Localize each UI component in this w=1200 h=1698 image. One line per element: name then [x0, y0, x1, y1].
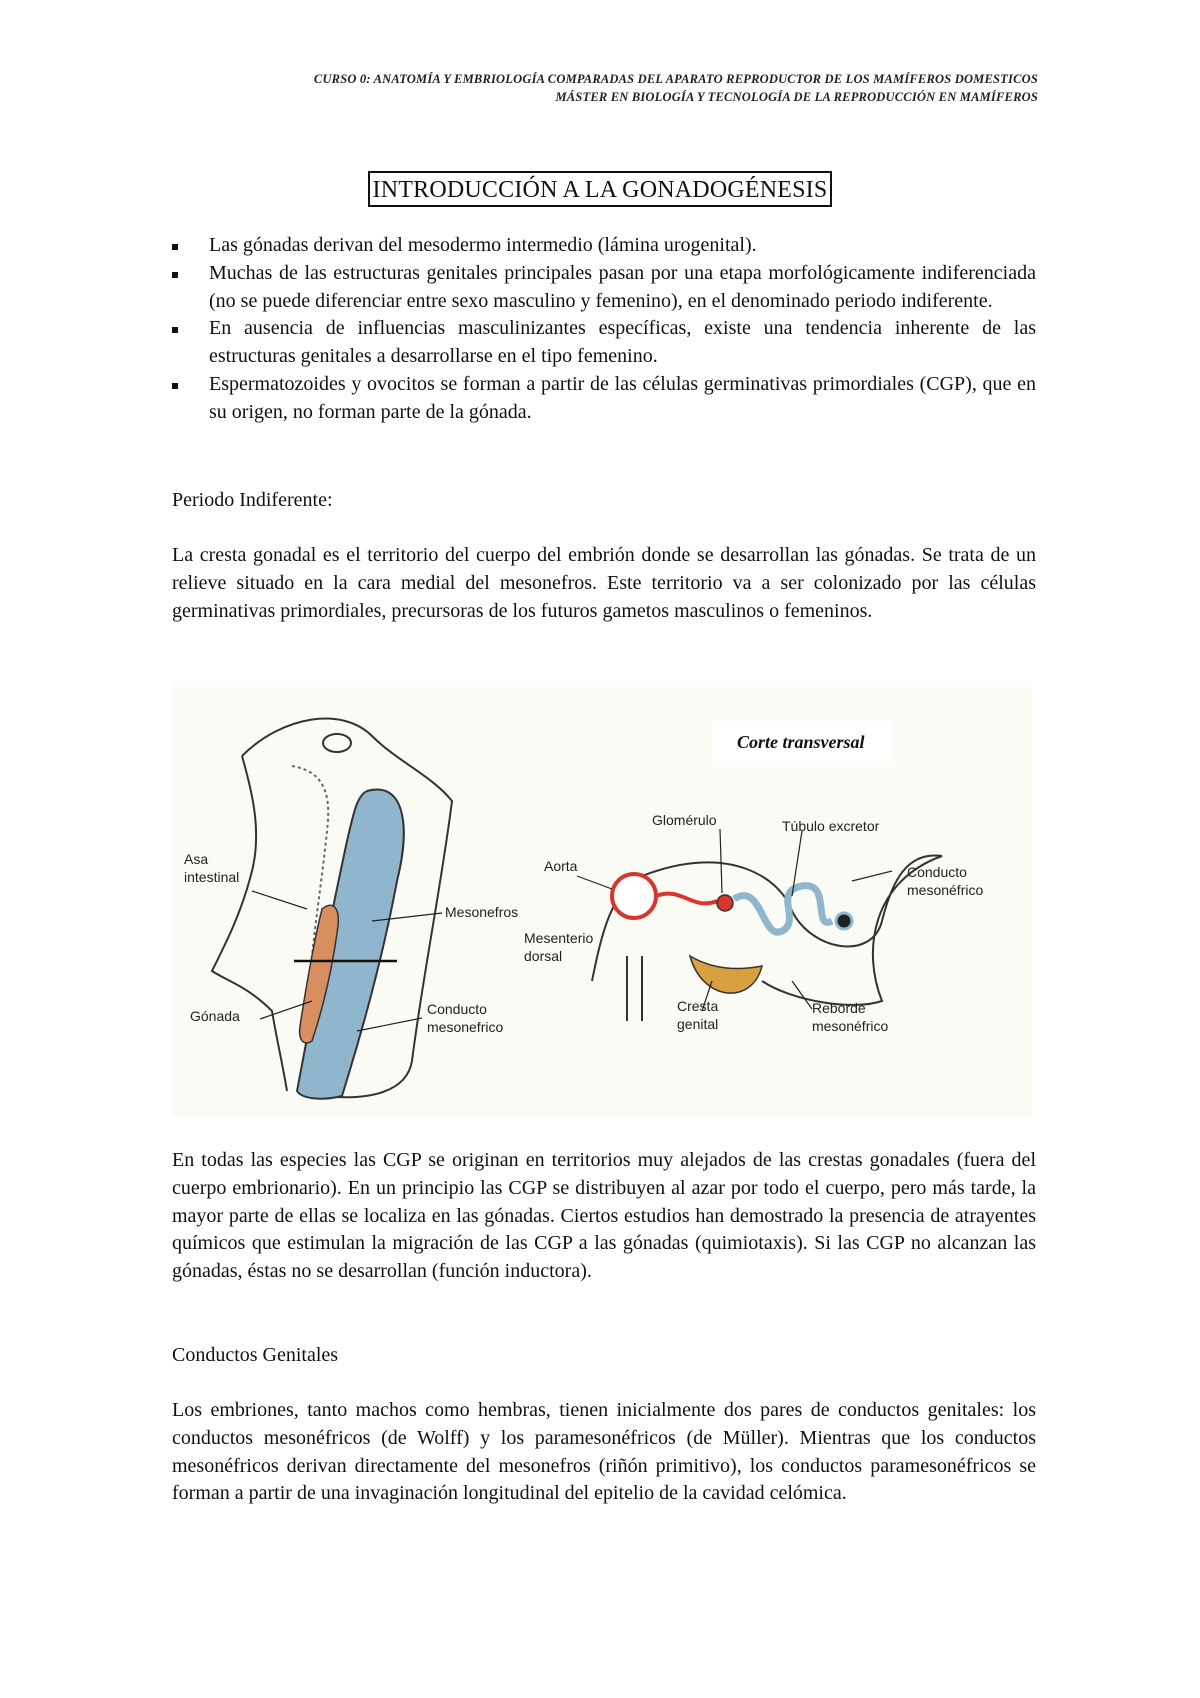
leader-conducto-right: [852, 871, 892, 881]
label-conducto-right: Conducto: [907, 864, 967, 880]
paragraph-cresta-gonadal: La cresta gonadal es el territorio del cuerpo del embrión donde se desarrollan las gónadas. Se trata de un relieve situado en la cara medial del mesonefros. Este territorio va a ser colonizado por las células germinativas primordiales, precursoras de los futuros gametos masculinos o femeninos.: [172, 544, 1036, 622]
label-mesonefrico-left: mesonefrico: [427, 1019, 504, 1035]
label-genital: genital: [677, 1016, 719, 1032]
label-gonada: Gónada: [190, 1008, 240, 1024]
label-conducto-left: Conducto: [427, 1001, 487, 1017]
header-course-line: CURSO 0: ANATOMÍA Y EMBRIOLOGÍA COMPARADAS DEL APARATO REPRODUCTOR DE LOS MAMÍFEROS DOMESTICOS: [313, 72, 1038, 86]
section-heading-conductos: Conductos Genitales: [172, 1344, 339, 1366]
leader-glomerulo: [720, 829, 722, 893]
bullet-list: [172, 232, 1036, 427]
leader-asa: [252, 891, 307, 909]
embryo-diagram-figure: [172, 681, 1032, 1117]
bullet-item: Las gónadas derivan del mesodermo intermedio (lámina urogenital).: [172, 232, 1036, 260]
bullet-item: En ausencia de influencias masculinizantes específicas, existe una tendencia inherente de las estructuras genitales a desarrollarse en el tipo femenino.: [172, 315, 1036, 371]
label-mesonefrico-right: mesonéfrico: [907, 882, 984, 898]
glomerulo-shape: [717, 895, 733, 911]
paragraph-cgp: En todas las especies las CGP se originan en territorios muy alejados de las crestas gonadales (fuera del cuerpo embrionario). En un principio las CGP se distribuyen al azar por todo el cuerpo, pero más tarde, la mayor parte de ellas se localiza en las gónadas. Ciertos estudios han demostrado la presencia de atrayentes químicos que estimulan la migración de las CGP a las gónadas (quimiotaxis). Si las CGP no alcanzan las gónadas, éstas no se desarrollan (función inductora).: [172, 1149, 1036, 1283]
tubulo-shape: [734, 886, 832, 932]
bullet-item: Espermatozoides y ovocitos se forman a partir de las células germinativas primordiales (CGP), que en su origen, no forman parte de la gónada.: [172, 371, 1036, 427]
document-header: [314, 70, 1038, 106]
label-mesonefros: Mesonefros: [445, 904, 519, 920]
conducto-mesonefrico-shape: [836, 913, 852, 929]
mesenterio-lines: [627, 956, 642, 1021]
label-aorta: Aorta: [544, 858, 578, 874]
label-cresta: Cresta: [677, 998, 719, 1014]
bullet-item: Muchas de las estructuras genitales principales pasan por una etapa morfológicamente indiferenciada (no se puede diferenciar entre sexo masculino y femenino), en el denominado periodo indiferente.: [172, 260, 1036, 316]
leader-aorta: [577, 876, 612, 889]
paragraph-conductos: Los embriones, tanto machos como hembras, tienen inicialmente dos pares de conductos genitales: los conductos mesonéfricos (de Wolff) y los paramesonéfricos (de Müller). Mientras que los conductos mesonéfricos derivan directamente del mesonefros (riñón primitivo), los conductos paramesonéfricos se forman a partir de una invaginación longitudinal del epitelio de la cavidad celómica.: [172, 1399, 1036, 1505]
aorta-circle: [612, 874, 656, 918]
embryo-outline-left: [212, 756, 287, 1091]
cresta-genital-shape: [690, 956, 762, 993]
section-heading-periodo: Periodo Indiferente:: [172, 489, 333, 511]
transverse-view: [524, 812, 983, 1034]
label-reborde: Reborde: [812, 1000, 866, 1016]
title-container: [0, 171, 1200, 207]
caption-corte-transversal: Corte transversal: [737, 732, 865, 752]
label-tubulo-excretor: Túbulo excretor: [782, 818, 880, 834]
vessel-circle: [323, 734, 351, 752]
leader-conducto: [357, 1018, 422, 1031]
longitudinal-view: [184, 719, 518, 1099]
label-asa: Asa: [184, 851, 209, 867]
label-intestinal: intestinal: [184, 869, 240, 885]
header-master-line: MÁSTER EN BIOLOGÍA Y TECNOLOGÍA DE LA REPRODUCCIÓN EN MAMÍFEROS: [555, 90, 1038, 104]
page-title: INTRODUCCIÓN A LA GONADOGÉNESIS: [368, 171, 833, 207]
label-dorsal: dorsal: [524, 948, 563, 964]
label-mesonefrico-reborde: mesonéfrico: [812, 1018, 889, 1034]
label-glomerulo: Glomérulo: [652, 812, 717, 828]
embryo-diagram: [172, 681, 1032, 1117]
label-mesenterio: Mesenterio: [524, 930, 594, 946]
aorta-branch: [656, 894, 717, 904]
